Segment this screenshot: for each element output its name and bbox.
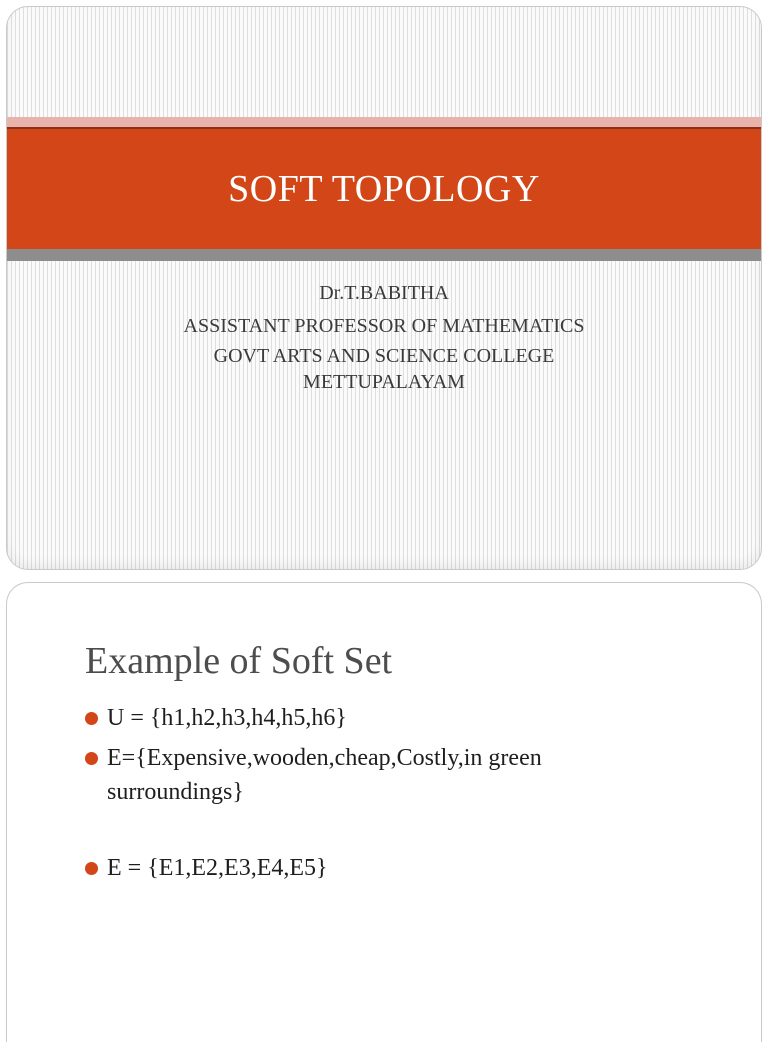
bullet-text: E = {E1,E2,E3,E4,E5} (107, 855, 328, 881)
title-band (7, 129, 761, 249)
author-name: Dr.T.BABITHA (319, 282, 449, 304)
slide-heading: Example of Soft Set (85, 640, 393, 682)
content-slide (6, 582, 762, 1042)
bullet-item (85, 701, 645, 735)
gray-stripe (7, 249, 761, 261)
author-location: METTUPALAYAM (303, 371, 465, 393)
author-position: ASSISTANT PROFESSOR OF MATHEMATICS (183, 315, 585, 337)
bullet-text: E={Expensive,wooden,cheap,Costly,in green surroundings} (107, 745, 542, 805)
bullet-dot-icon (85, 862, 98, 875)
bullet-dot-icon (85, 712, 98, 725)
accent-stripe (7, 117, 761, 127)
bullet-dot-icon (85, 752, 98, 765)
author-block (7, 277, 761, 395)
slide-title: SOFT TOPOLOGY (228, 168, 540, 210)
bullet-item (85, 741, 645, 809)
title-slide (6, 6, 762, 570)
bullet-list (85, 701, 645, 891)
bullet-item (85, 851, 645, 885)
author-college: GOVT ARTS AND SCIENCE COLLEGE (213, 345, 555, 367)
bullet-text: U = {h1,h2,h3,h4,h5,h6} (107, 705, 347, 731)
